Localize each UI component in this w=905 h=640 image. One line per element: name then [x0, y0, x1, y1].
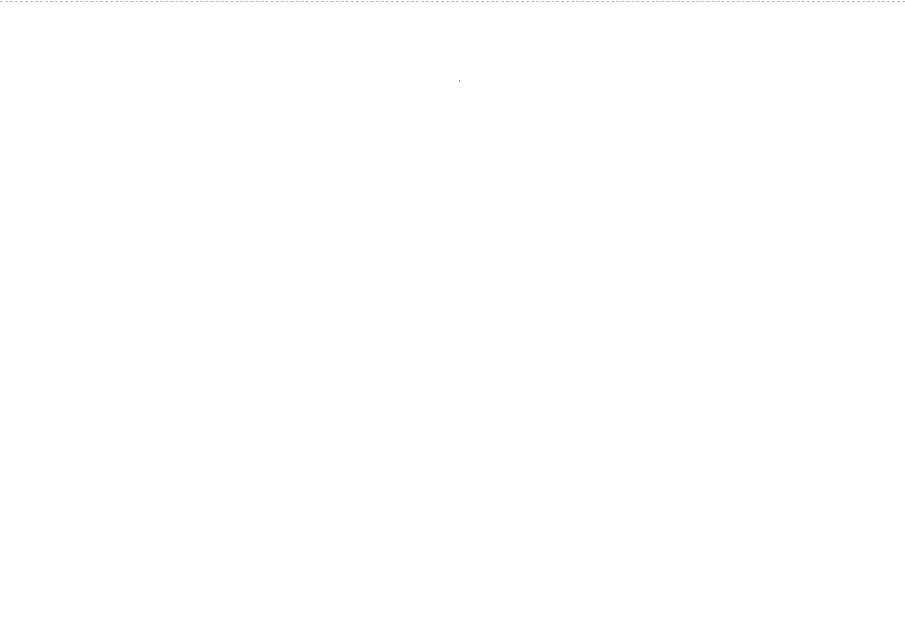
scan-dot: [459, 80, 460, 82]
top-scan-line: [0, 1, 905, 3]
